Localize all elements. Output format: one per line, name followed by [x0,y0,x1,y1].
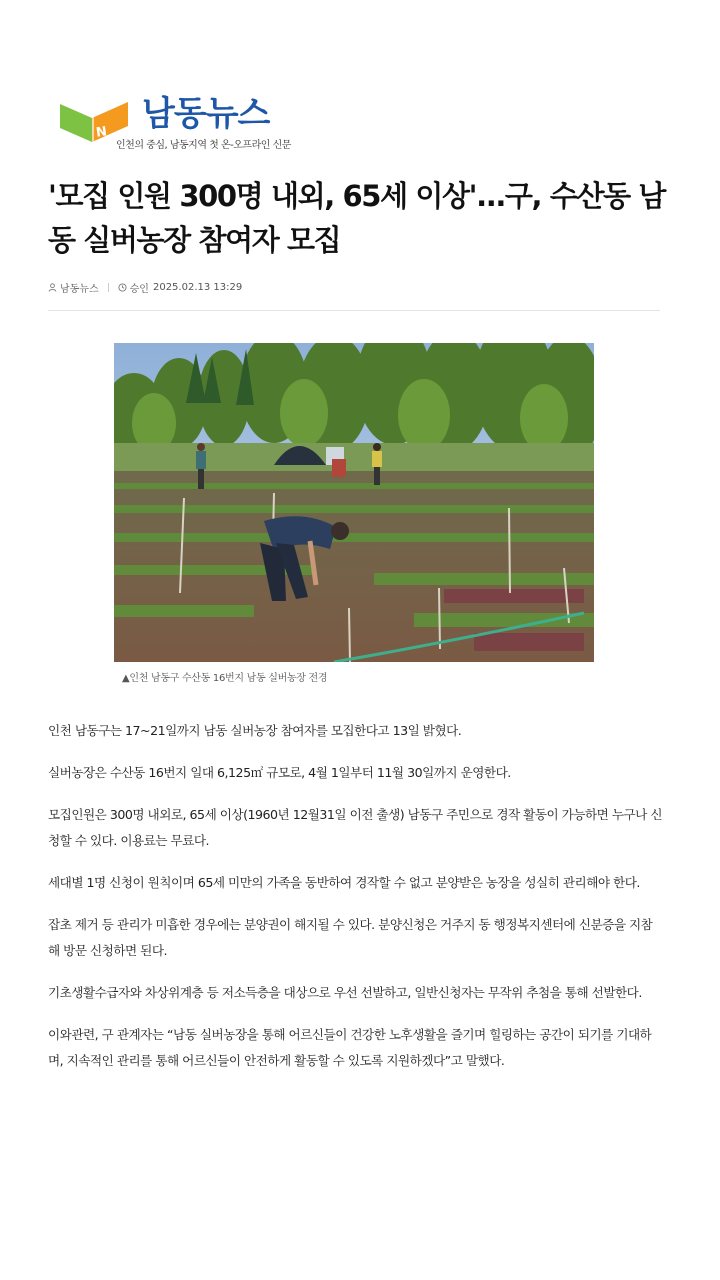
approved-label: 승인 [129,283,149,295]
publish-datetime: 2025.02.13 13:29 [152,281,243,293]
article-paragraph: 실버농장은 수산동 16번지 일대 6,125㎡ 규모로, 4월 1일부터 11월 30일까지 운영한다. [48,765,511,780]
svg-text:N: N [95,124,108,141]
article-paragraph: 기초생활수급자와 차상위계층 등 저소득층을 대상으로 우선 선발하고, 일반신청자는 무작위 추첨을 통해 선발한다. [48,985,642,1000]
article-paragraph: 인천 남동구는 17~21일까지 남동 실버농장 참여자를 모집한다고 13일 밝혔다. [48,723,462,738]
site-logo[interactable] [58,92,298,158]
author-name[interactable]: 남동뉴스 [60,283,99,295]
site-tagline: 인천의 중심, 남동지역 첫 온-오프라인 신문 [116,140,291,151]
byline-divider [108,283,109,292]
article-title: '모집 인원 300명 내외, 65세 이상'...구, 수산동 남동 실버농장 참여자 모집 [48,179,666,257]
article-paragraph: 세대별 1명 신청이 원칙이며 65세 미만의 가족을 동반하여 경작할 수 없고 분양받은 농장을 성실히 관리해야 한다. [48,875,640,890]
header-divider [48,310,660,311]
article-photo[interactable] [114,343,594,662]
clock-icon [118,283,127,292]
article-paragraph: 모집인원은 300명 내외로, 65세 이상(1960년 12월31일 이전 출생) 남동구 주민으로 경작 활동이 가능하면 누구나 신청할 수 있다. 이용료는 무료다. [48,807,662,848]
user-icon [48,283,57,292]
article-paragraph: 잡초 제거 등 관리가 미흡한 경우에는 분양권이 해지될 수 있다. 분양신청은 거주지 동 행정복지센터에 신분증을 지참해 방문 신청하면 된다. [48,917,653,958]
article-byline [48,279,242,295]
site-name: 남동뉴스 [142,94,270,134]
photo-caption: ▲인천 남동구 수산동 16번지 남동 실버농장 전경 [122,673,328,684]
logo-book-icon [58,96,130,144]
article-paragraph: 이와관련, 구 관계자는 “남동 실버농장을 통해 어르신들이 건강한 노후생활을 즐기며 힐링하는 공간이 되기를 기대하며, 지속적인 관리를 통해 어르신들이 안전하게 활동할 수 있도록 지원하겠다”고 말했다. [48,1027,652,1068]
article-body [48,718,662,1090]
